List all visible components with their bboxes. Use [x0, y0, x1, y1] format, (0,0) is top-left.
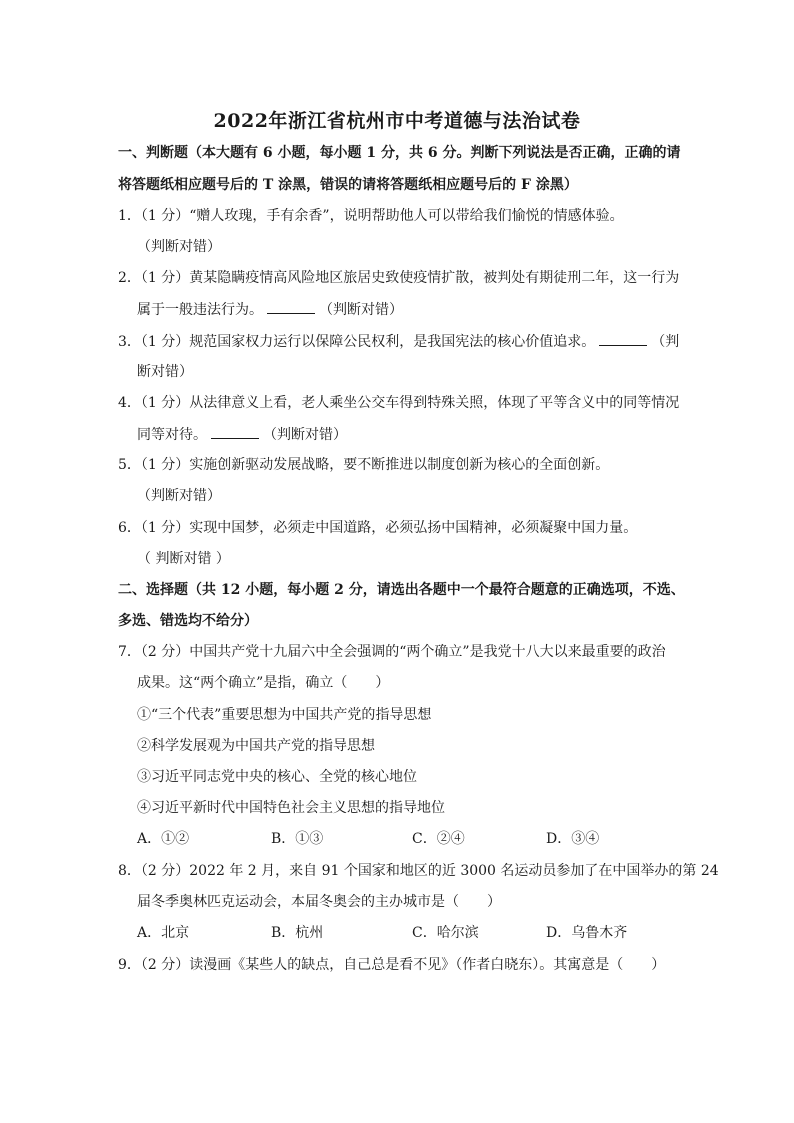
- question-2-line2: [137, 299, 403, 320]
- question-8-option-a[interactable]: A．北京: [137, 925, 190, 941]
- question-2-text-cont: 属于一般违法行为。: [137, 302, 263, 318]
- question-6-text: 6．（1 分）实现中国梦，必须走中国道路，必须弘扬中国精神，必须凝聚中国力量。: [118, 520, 638, 536]
- question-5-prompt: （判断对错）: [137, 488, 221, 504]
- question-1-prompt: （判断对错）: [137, 239, 221, 255]
- question-4-text-cont: 同等对待。: [137, 427, 207, 443]
- section2-header-line2: 多选、错选均不给分）: [118, 613, 258, 629]
- question-2-text: 2．（1 分）黄某隐瞒疫情高风险地区旅居史致使疫情扩散，被判处有期徒刑二年，这一行为: [118, 270, 680, 286]
- section2-header-line1: 二、选择题（共 12 小题，每小题 2 分，请选出各题中一个最符合题意的正确选项，不选、: [118, 582, 685, 598]
- question-8-option-b[interactable]: B．杭州: [271, 925, 324, 941]
- question-1-text: 1．（1 分）“赠人玫瑰，手有余香”，说明帮助他人可以带给我们愉悦的情感体验。: [118, 208, 624, 224]
- question-7-option-b[interactable]: B．①③: [271, 831, 324, 847]
- question-9-text: 9．（2 分）读漫画《某些人的缺点，自己总是看不见》（作者白晓东）。其寓意是（ ）: [118, 957, 666, 973]
- question-7-option-c[interactable]: C．②④: [412, 831, 465, 847]
- question-3-line1: [118, 331, 679, 352]
- question-7-item: ①“三个代表”重要思想为中国共产党的指导思想: [137, 707, 432, 723]
- question-2-prompt: （判断对错）: [319, 302, 403, 318]
- section1-header-line2: 将答题纸相应题号后的 T 涂黑，错误的请将答题纸相应题号后的 F 涂黑）: [118, 177, 578, 193]
- question-8-text: 8．（2 分）2022 年 2 月，来自 91 个国家和地区的近 3000 名运动员参加了在中国举办的第 24: [118, 863, 719, 879]
- question-8-option-d[interactable]: D．乌鲁木齐: [546, 925, 628, 941]
- question-4-prompt: （判断对错）: [263, 427, 347, 443]
- question-8-option-c[interactable]: C．哈尔滨: [412, 925, 479, 941]
- exam-title: 2022年浙江省杭州市中考道德与法治试卷: [213, 110, 581, 132]
- question-7-option-d[interactable]: D．③④: [546, 831, 600, 847]
- section1-header-line1: 一、判断题（本大题有 6 小题，每小题 1 分，共 6 分。判断下列说法是否正确，正确的请: [118, 145, 681, 161]
- question-3-prompt: （判: [651, 334, 680, 350]
- question-3-text: 3．（1 分）规范国家权力运行以保障公民权利，是我国宪法的核心价值追求。: [118, 334, 596, 350]
- question-4-text: 4．（1 分）从法律意义上看，老人乘坐公交车得到特殊关照，体现了平等含义中的同等情况: [118, 395, 680, 411]
- question-7-item: ③习近平同志党中央的核心、全党的核心地位: [137, 769, 417, 785]
- question-7-item: ②科学发展观为中国共产党的指导思想: [137, 738, 375, 754]
- question-6-prompt: （ 判断对错 ）: [137, 551, 230, 567]
- question-8-text-cont: 届冬季奥林匹克运动会，本届冬奥会的主办城市是（ ）: [137, 894, 501, 910]
- question-3-prompt-cont: 断对错）: [137, 364, 193, 380]
- question-5-text: 5．（1 分）实施创新驱动发展战略，要不断推进以制度创新为核心的全面创新。: [118, 457, 610, 473]
- answer-blank[interactable]: [211, 424, 259, 439]
- question-7-option-a[interactable]: A．①②: [137, 831, 190, 847]
- question-7-text: 7．（2 分）中国共产党十九届六中全会强调的“两个确立”是我党十八大以来最重要的政治: [118, 644, 666, 660]
- question-4-line2: [137, 424, 347, 445]
- question-7-text-cont: 成果。这“两个确立”是指，确立（ ）: [137, 675, 390, 691]
- answer-blank[interactable]: [599, 331, 647, 346]
- question-7-item: ④习近平新时代中国特色社会主义思想的指导地位: [137, 800, 445, 816]
- answer-blank[interactable]: [267, 299, 315, 314]
